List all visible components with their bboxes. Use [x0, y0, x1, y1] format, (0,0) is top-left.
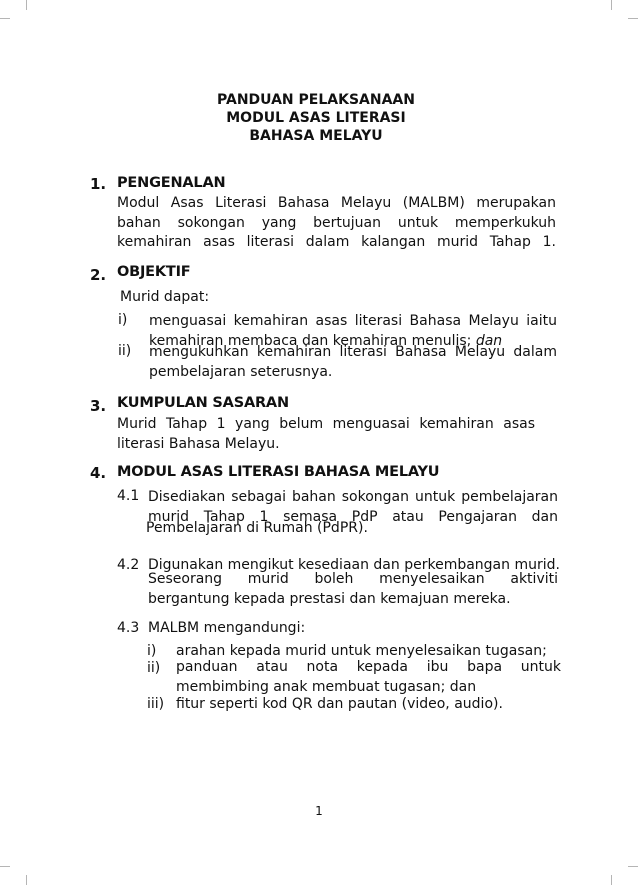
list-item-suffix: dan [475, 332, 503, 349]
section-heading: MODUL ASAS LITERASI BAHASA MELAYU [117, 464, 440, 480]
section-heading: OBJEKTIF [117, 264, 191, 280]
section-heading: KUMPULAN SASARAN [117, 395, 289, 411]
subsection-text-continued: Pembelajaran di Rumah (PdPR). [146, 520, 368, 536]
list-item-text: mengukuhkan kemahiran literasi Bahasa Melayu dalam pembelajaran seterusnya. [149, 344, 557, 380]
section-body: Murid Tahap 1 yang belum menguasai kemahiran asas literasi Bahasa Melayu. [117, 416, 535, 452]
list-item-label: iii) [147, 696, 165, 712]
section-heading: PENGENALAN [117, 175, 226, 191]
crop-mark [628, 18, 638, 19]
subsection-label: 4.3 [117, 620, 140, 636]
list-item-label: ii) [147, 660, 161, 676]
crop-mark [611, 875, 612, 885]
crop-mark [0, 18, 10, 19]
crop-mark [26, 0, 27, 10]
subsection-text-continued: Seseorang murid boleh menyelesaikan aktiviti bergantung kepada prestasi dan kemajuan mereka. [148, 571, 558, 607]
section-number: 1. [90, 175, 107, 193]
page-number: 1 [315, 804, 323, 818]
subsection-text: Disediakan sebagai bahan sokongan untuk pembelajaran murid Tahap 1 semasa PdP atau Pengajaran dan [148, 489, 558, 525]
list-item-text: menguasai kemahiran asas literasi Bahasa Melayu iaitu kemahiran membaca dan kemahiran menulis; [149, 313, 557, 349]
list-item-label: ii) [118, 343, 132, 359]
subsection-label: 4.2 [117, 557, 140, 573]
crop-mark [26, 875, 27, 885]
subsection-text: MALBM mengandungi: [148, 620, 306, 636]
list-item-label: i) [147, 643, 157, 659]
subsection-label: 4.1 [117, 488, 140, 504]
subsection-text: Digunakan mengikut kesediaan dan perkembangan murid. [148, 557, 560, 573]
section-number: 3. [90, 397, 107, 415]
crop-mark [628, 866, 638, 867]
crop-mark [0, 866, 10, 867]
section-intro: Murid dapat: [120, 289, 210, 305]
section-body: Modul Asas Literasi Bahasa Melayu (MALBM) merupakan bahan sokongan yang bertujuan untuk memperkukuh kemahiran asas literasi dalam kalangan murid Tahap 1. [117, 195, 556, 250]
section-number: 4. [90, 464, 107, 482]
document-title-line-1: PANDUAN PELAKSANAAN [217, 92, 415, 108]
crop-mark [611, 0, 612, 10]
list-item-text: fitur seperti kod QR dan pautan (video, audio). [176, 696, 503, 712]
list-item-text: panduan atau nota kepada ibu bapa untuk membimbing anak membuat tugasan; dan [176, 659, 561, 695]
list-item-text: arahan kepada murid untuk menyelesaikan tugasan; [176, 643, 547, 659]
list-item-label: i) [118, 312, 128, 328]
section-number: 2. [90, 266, 107, 284]
document-title-line-2: MODUL ASAS LITERASI [226, 110, 406, 126]
document-title-line-3: BAHASA MELAYU [249, 128, 383, 144]
